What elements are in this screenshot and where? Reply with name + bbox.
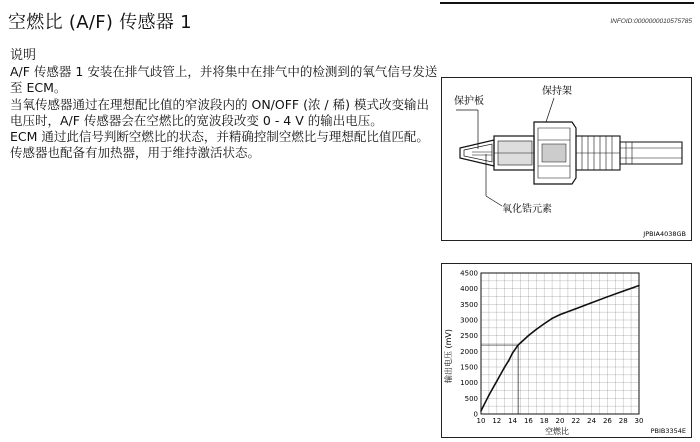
chart-code: PBIB3354E [650, 427, 686, 435]
x-tick-label: 28 [618, 417, 628, 425]
paragraph-1: A/F 传感器 1 安装在排气歧管上，并将集中在排气中的检测到的氧气信号发送至 ECM。 [10, 64, 438, 96]
x-tick-label: 20 [555, 417, 565, 425]
x-tick-label: 26 [602, 417, 612, 425]
data-point [517, 344, 519, 346]
data-point [480, 410, 482, 412]
chart-svg [442, 264, 691, 437]
y-tick-label: 500 [464, 394, 478, 403]
data-point [508, 360, 510, 362]
label-protective-plate: 保护板 [454, 96, 484, 107]
data-point [551, 318, 553, 320]
x-tick-label: 22 [571, 417, 581, 425]
data-point [528, 335, 530, 337]
y-tick-label: 2500 [460, 332, 478, 341]
y-tick-label: 4500 [460, 269, 478, 278]
output-chart [441, 263, 692, 438]
data-point [607, 296, 609, 298]
data-point [591, 302, 593, 304]
data-point [559, 314, 561, 316]
paragraph-3: ECM 通过此信号判断空燃比的状态，并精确控制空燃比与理想配比值匹配。传感器也配备有加热器，用于维持激活状态。 [10, 129, 429, 161]
section-label: 说明 [10, 48, 37, 63]
data-point [622, 290, 624, 292]
data-point [504, 366, 506, 368]
info-id: INFOID:0000000010575785 [610, 18, 692, 25]
x-tick-label: 16 [523, 417, 533, 425]
data-point [520, 342, 522, 344]
x-tick-label: 10 [476, 417, 486, 425]
y-axis-label: 输出电压 (mV) [444, 328, 453, 384]
x-tick-label: 12 [492, 417, 502, 425]
x-tick-label: 30 [634, 417, 644, 425]
y-tick-label: 1000 [460, 379, 478, 388]
data-point [638, 285, 640, 287]
paragraph-2: 当氧传感器通过在理想配比值的窄波段内的 ON/OFF (浓 / 稀) 模式改变输出电压时，A/F 传感器会在空燃比的宽波段改变 0 - 4 V 的输出电压。 [10, 96, 429, 128]
data-point [575, 308, 577, 310]
x-tick-label: 24 [587, 417, 597, 425]
page-title: 空燃比 (A/F) 传感器 1 [8, 12, 192, 33]
y-tick-label: 0 [473, 410, 478, 419]
y-tick-label: 4000 [460, 285, 478, 294]
y-tick-label: 2000 [460, 347, 478, 356]
label-zirconia: 氧化锆元素 [502, 204, 552, 215]
data-point [512, 352, 514, 354]
header-rule [440, 2, 694, 4]
figure1-code: JPBIA4038GB [643, 230, 686, 238]
x-tick-label: 14 [508, 417, 518, 425]
y-tick-label: 1500 [460, 363, 478, 372]
sensor-diagram [441, 77, 692, 241]
x-axis-label: 空燃比 [545, 427, 569, 436]
data-point [543, 323, 545, 325]
label-holder: 保持架 [542, 86, 572, 97]
data-point [536, 329, 538, 331]
y-tick-label: 3500 [460, 300, 478, 309]
sensor-drawing [442, 78, 691, 240]
description-section [10, 48, 438, 161]
x-tick-label: 18 [539, 417, 549, 425]
data-point [488, 394, 490, 396]
data-point [496, 380, 498, 382]
y-tick-label: 3000 [460, 316, 478, 325]
